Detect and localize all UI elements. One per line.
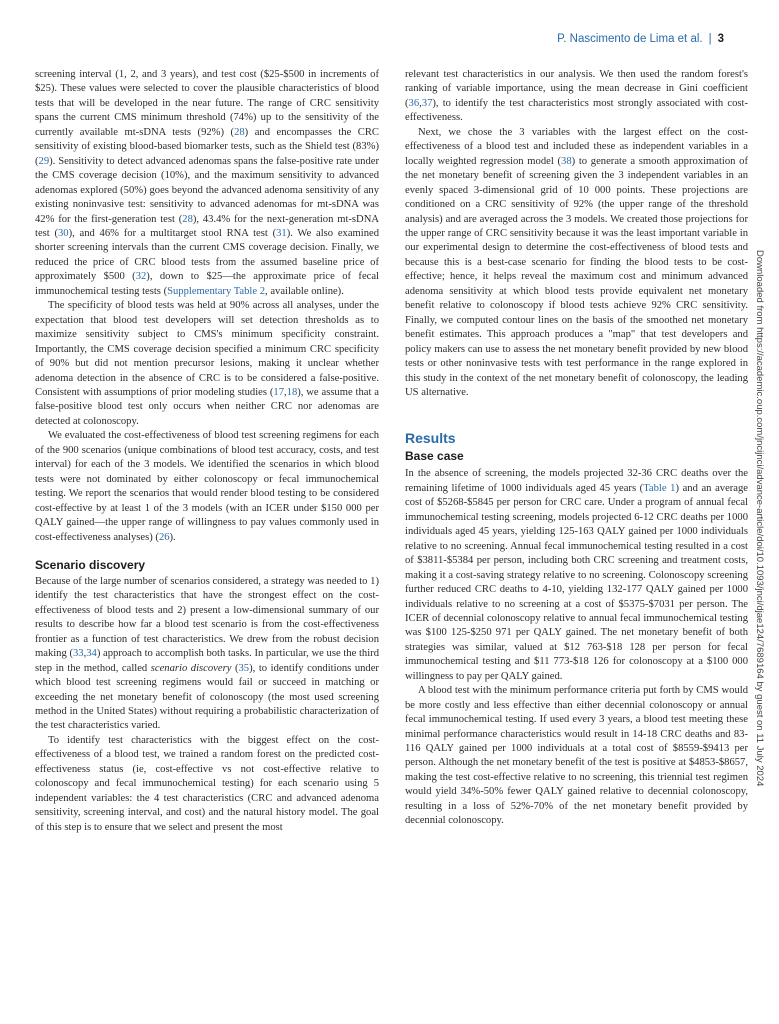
citation-link[interactable]: 18 (286, 386, 298, 398)
table-link[interactable]: Table 1 (643, 482, 676, 494)
running-header (557, 33, 724, 45)
supplementary-table-link[interactable]: Supplementary Table 2 (167, 285, 266, 297)
citation-link[interactable]: 30 (57, 227, 69, 239)
text-run: We evaluated the cost-effectiveness of blood test screening regimens for each of the 900 scenarios (unique combinations of blood test accuracy, costs, and test interval) for each of the 3 models. We identified the scenarios in which blood tests were not dominated by either colonoscopy or fecal immunochemical testing. We report the scenarios that would render blood testing to be considered cost-effective by at least 1 of the 3 models (with an ICER under $150 000 per QALY gained—the upper range of willingness to pay values commonly used in cost-effectiveness analyses) ( (35, 430, 379, 543)
paragraph (35, 429, 379, 545)
subsection-heading-base-case: Base case (405, 449, 464, 464)
paragraph (35, 734, 379, 835)
text-run: ), 43.4% for the next-generation mt-sDNA test ( (35, 213, 379, 239)
text-run: ). (169, 531, 176, 543)
text-run: , (419, 97, 422, 109)
paragraph (35, 575, 379, 734)
text-run: , (83, 648, 87, 660)
text-run: In the absence of screening, the models projected 32-36 CRC deaths over the remaining lifetime of 1000 individuals aged 45 years ( (405, 468, 748, 494)
citation-link[interactable]: 17 (273, 386, 284, 398)
citation-link[interactable]: 28 (182, 213, 193, 225)
text-run: ) approach to accomplish both tasks. In particular, we use the third step in the method, called (35, 648, 379, 674)
paragraph (405, 68, 748, 126)
citation-link[interactable]: 37 (421, 97, 433, 109)
citation-link[interactable]: 33 (73, 648, 84, 660)
citation-link[interactable]: 26 (158, 531, 170, 543)
running-head-authors: P. Nascimento de Lima et al. (557, 33, 703, 45)
citation-link[interactable]: 29 (38, 155, 50, 167)
right-column (405, 68, 748, 829)
text-run: ). Sensitivity to detect advanced adenomas spans the false-positive rate under the CMS coverage decision (10%), and the maximum sensitivity to advanced adenomas explored (50%) goes beyond the advanced adenoma sensitivity of any existing noninvasive test: sensitivity to advanced adenomas for mt-sDNA was 42% for the first-generation test ( (35, 155, 379, 225)
text-run: ), down to $25—the approximate price of fecal immunochemical testing tests ( (35, 271, 379, 297)
text-run: The specificity of blood tests was held at 90% across all analyses, under the expectation that blood test developers will set detection thresholds as to maximize sensitivity subject to CMS's minimum specificity constraint. Importantly, the CMS coverage decision specified a minimum CRC specificity of 90% but did not mention precursor lesions, making it unclear whether adenoma detection in the absence of CRC is to be considered a false-positive. Consistent with assumptions of prior modeling studies ( (35, 300, 379, 398)
citation-link[interactable]: 38 (561, 155, 572, 167)
text-run: ). We also examined shorter screening intervals than the current CMS coverage decision. Finally, we reduced the price of CRC blood tests from the assumed baseline price of approximately $500 ( (35, 227, 380, 283)
text-run: ), to identify conditions under which blood test screening regimens would fail or succeed in matching or exceeding the net monetary benefit of colonoscopy (the most used screening method in the United States) without requiring a probabilistic characterization of the test characteristics varied. (35, 662, 379, 732)
paragraph (405, 126, 748, 401)
text-run: ) and an average cost of $5268-$5845 per person for CRC care. Under a program of annual fecal immunochemical testing screening, models projected 6-12 CRC deaths per 1000 individuals aged 45 years, yielding 125-163 QALY gained per 1000 individuals relative to no screening. Annual fecal immunochemical testing resulted in a cost of $3811-$5384 per person, including both CRC screening and treatment costs, making it a cost-saving strategy relative to no screening. Colonoscopy screening further reduced CRC deaths to 4-10, yielding 132-177 QALY gained per 1000 individuals relative to no screening at a cost of $5375-$7031 per person. The ICER of decennial colonoscopy relative to annual fecal immunochemical testing was $100 125-$250 971 per QALY gained. The net monetary benefit of both strategies was similar, valued at $12 763-$18 128 per person for fecal immunochemical testing and $11 773-$18 126 for colonoscopy at a $100 000 willingness to pay per QALY gained. (405, 482, 748, 682)
text-run: , available online). (265, 285, 344, 297)
citation-link[interactable]: 36 (408, 97, 420, 109)
paragraph (35, 299, 379, 429)
text-run: A blood test with the minimum performance criteria put forth by CMS would be more costly and less effective than either decennial colonoscopy or annual fecal immunochemical testing. If used every 3 years, a blood test meeting these minimal performance characteristics would result in 14-18 CRC deaths and 83-116 QALY gained per 1000 individuals at a total cost of $8559-$9413 per person. Although the net monetary benefit of the test is positive at $4853-$8657, making the test cost-effective relative to no screening, this triennial test regimen would yield 34%-50% fewer QALY gained relative to decennial colonoscopy, resulting in a loss of 52%-70% of the net monetary benefit provided by decennial colonoscopy. (405, 685, 748, 827)
text-run: relevant test characteristics in our analysis. We then used the random forest's ranking of variable importance, using the mean decrease in Gini coefficient ( (405, 69, 748, 109)
citation-link[interactable]: 31 (276, 227, 287, 239)
citation-link[interactable]: 32 (135, 271, 147, 283)
text-run: Next, we chose the 3 variables with the largest effect on the cost-effectiveness of a blood test and included these as independent variables in a locally weighted regression model ( (405, 126, 748, 167)
emphasis-term: scenario discovery (150, 662, 232, 674)
section-heading-scenario-discovery: Scenario discovery (35, 557, 146, 572)
page-number: 3 (717, 33, 724, 45)
text-run: ), to identify the test characteristics most strongly associated with cost-effectiveness. (405, 97, 748, 124)
text-run: screening interval (1, 2, and 3 years), and test cost ($25-$500 in increments of $25). These values were selected to cover the plausible characteristics of blood tests that will be developed in the near future. The range of CRC sensitivity spans the current CMS minimum threshold (74%) up to the sensitivity of the currently available mt-sDNA tests (92%) ( (35, 69, 379, 138)
text-run: Because of the large number of scenarios considered, a strategy was needed to 1) identify the test characteristics that have the strongest effect on the cost-effectiveness of blood tests and 2) present a low-dimensional summary of our results to describe how far a blood test scenario is from the cost-effectiveness frontier as a function of test characteristics. We drew from the robust decision making ( (35, 575, 379, 660)
text-run: , (283, 386, 287, 398)
text-run: ), and 46% for a multitarget stool RNA test ( (68, 227, 277, 239)
text-run: ( (231, 662, 239, 674)
text-run: ), we assume that a false-positive blood test only occurs when neither CRC nor adenomas are detected at colonoscopy. (35, 386, 379, 427)
header-separator: | (708, 33, 712, 45)
text-run: To identify test characteristics with the biggest effect on the cost-effectiveness of a blood test, we trained a random forest on the predicted cost-effectiveness status (ie, cost-effective vs not cost-effective relative to colonoscopy and fecal immunochemical testing) for each scenario using 5 independent variables: the 4 test characteristics (CRC and advanced adenoma sensitivity, screening interval, and cost) and the natural history model. The goal of this step is to ensure that we select and present the most (35, 734, 379, 833)
citation-link[interactable]: 28 (234, 126, 245, 138)
text-run: ) to generate a smooth approximation of the net monetary benefit of screening given the 3 independent variables in an evenly spaced 3-dimensional grid of 10 000 points. These projections are conditioned on a CRC sensitivity of 92% (the upper range of the threshold analysis) and are averaged across the 3 models. We created those projections for the upper range of CRC sensitivity because it was the least important variable in our experimental design to determine the cost-effectiveness of blood tests and because this is a best-case scenario for finding the blood tests to be cost-effective; hence, it helps reveal the maximum cost and minimum advanced adenoma sensitivity at which blood tests provide equivalent net monetary benefit relative to colonoscopy if blood tests achieve 92% CRC sensitivity. Finally, we computed contour lines on the basis of the smoothed net monetary benefit estimates. This approach produces a "map" that test developers and policy makers can use to assess the net monetary benefit provided by new blood tests or other noninvasive tests with test performance in the range explored in this study in the context of the net monetary benefit of colonoscopy, the leading US alternative. (405, 155, 748, 398)
paragraph (405, 467, 748, 684)
paragraph (35, 68, 379, 299)
text-run: ) and encompasses the CRC sensitivity of existing blood-based biomarker tests, such as the Shield test (83%) ( (35, 126, 379, 167)
citation-link[interactable]: 35 (238, 662, 250, 674)
citation-link[interactable]: 34 (86, 648, 97, 660)
paragraph (405, 684, 748, 829)
download-notice: Downloaded from https://academic.oup.com/jncijnci/advance-article/doi/10.1093/jnci/djae124/7689164 by guest on 11 July 2024 (754, 250, 765, 787)
section-heading-results: Results (405, 430, 456, 447)
left-column (35, 68, 379, 835)
